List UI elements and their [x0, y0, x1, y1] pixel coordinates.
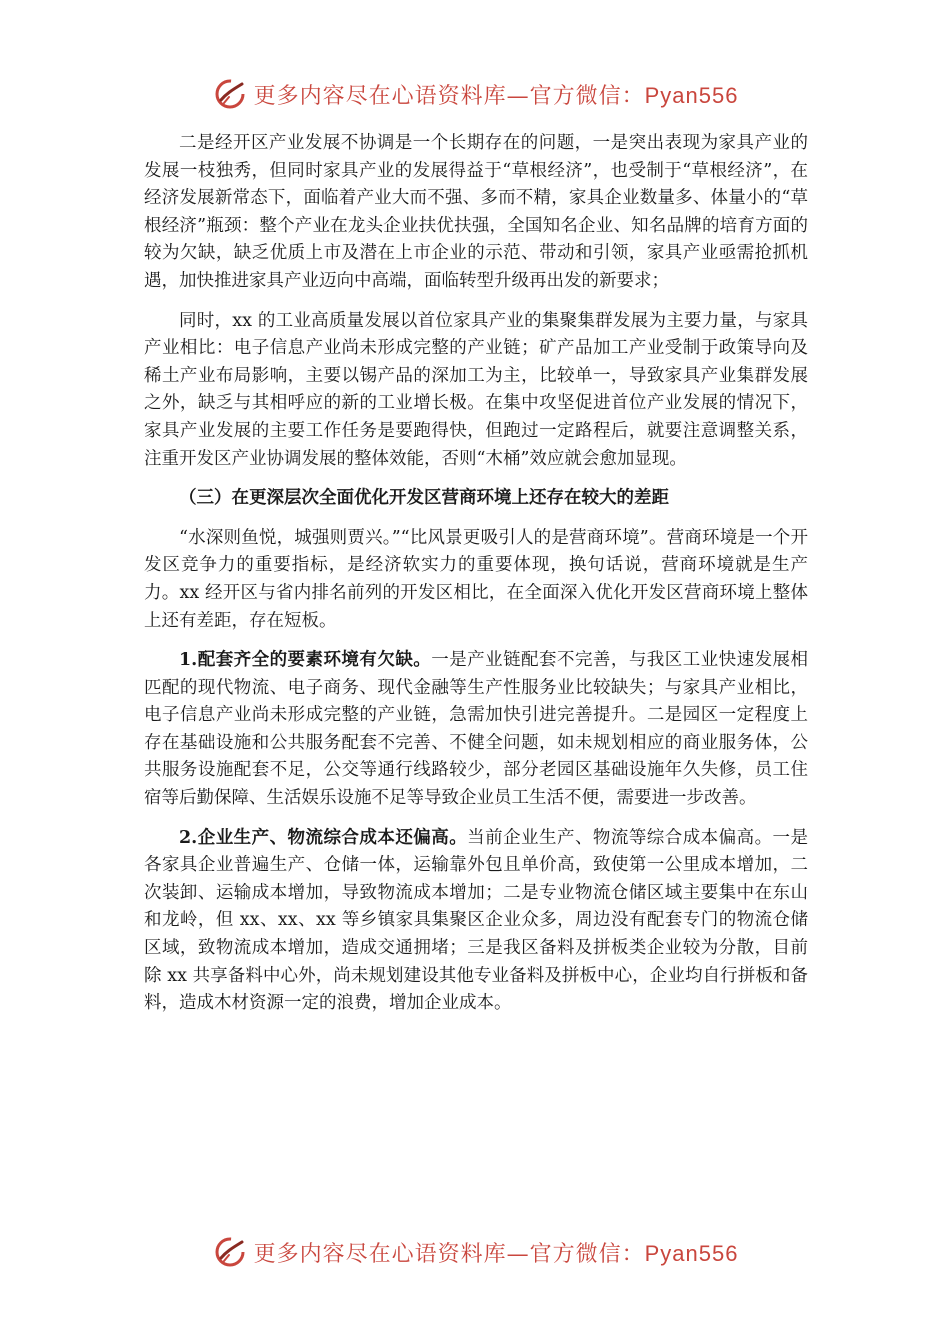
paragraph-lead-supporting-elements: 1.配套齐全的要素环境有欠缺。 [179, 650, 432, 671]
brush-stroke-logo-icon [212, 76, 248, 112]
banner-text [254, 1237, 739, 1268]
paragraph-business-environment: “水深则鱼悦，城强则贾兴。”“比风景更吸引人的是营商环境”。营商环境是一个开发区竞争力的重要指标，是经济软实力的重要体现，换句话说，营商环境就是生产力。xx 经开区与省内排名前列的开发区相比，在全面深入优化开发区营商环境上整体上还有差距，存在短板。 [144, 527, 808, 631]
banner-main-text: 更多内容尽在心语资料库—官方微信： [253, 1241, 645, 1267]
section-heading-business-environment: （三）在更深层次全面优化开发区营商环境上还存在较大的差距 [179, 488, 669, 509]
paragraph-industry-comparison: 同时，xx 的工业高质量发展以首位家具产业的集聚集群发展为主要力量，与家具产业相比：电子信息产业尚未形成完整的产业链；矿产品加工产业受制于政策导向及稀土产业布局影响，主要以锡产品的深加工为主，比较单一，导致家具产业集群发展之外，缺乏与其相呼应的新的工业增长极。在集中攻坚促进首位产业发展的情况下，家具产业发展的主要工作任务是要跑得快，但跑过一定路程后，就要注意调整关系，注重开发区产业协调发展的整体效能，否则“木桶”效应就会愈加显现。 [144, 310, 808, 469]
paragraph-body-supporting-elements: 一是产业链配套不完善，与我区工业快速发展相匹配的现代物流、电子商务、现代金融等生产性服务业比较缺失；与家具产业相比，电子信息产业尚未形成完整的产业链，急需加快引进完善提升。二是园区一定程度上存在基础设施和公共服务配套不完善、不健全问题，如未规划相应的商业服务体，公共服务设施配套不足，公交等通行线路较少，部分老园区基础设施年久失修，员工住宿等后勤保障、生活娱乐设施不足等导致企业员工生活不便，需要进一步改善。 [144, 650, 808, 809]
footer-watermark-banner [0, 1230, 950, 1274]
paragraph-lead-logistics-cost: 2.企业生产、物流综合成本还偏高。 [179, 827, 468, 848]
paragraph-supporting-elements [144, 647, 808, 813]
banner-main-text: 更多内容尽在心语资料库—官方微信： [253, 83, 645, 109]
paragraph-industry-imbalance: 二是经开区产业发展不协调是一个长期存在的问题，一是突出表现为家具产业的发展一枝独秀，但同时家具产业的发展得益于“草根经济”，也受制于“草根经济”，在经济发展新常态下，面临着产业大而不强、多而不精，家具企业数量多、体量小的“草根经济”瓶颈：整个产业在龙头企业扶优扶强，全国知名企业、知名品牌的培育方面的较为欠缺，缺乏优质上市及潜在上市企业的示范、带动和引领，家具产业亟需抢抓机遇，加快推进家具产业迈向中高端，面临转型升级再出发的新要求； [144, 133, 808, 291]
paragraph-logistics-cost [144, 825, 808, 1018]
banner-wechat-id: Pyan556 [644, 82, 739, 108]
document-body [144, 130, 808, 1030]
header-watermark-banner [0, 72, 950, 116]
brush-stroke-logo-icon [212, 1234, 248, 1270]
banner-text [254, 79, 739, 110]
banner-wechat-id: Pyan556 [644, 1240, 739, 1266]
paragraph-body-logistics-cost: 当前企业生产、物流等综合成本偏高。一是各家具企业普遍生产、仓储一体，运输靠外包且单价高，致使第一公里成本增加，二次装卸、运输成本增加，导致物流成本增加；二是专业物流仓储区域主要集中在东山和龙岭，但 xx、xx、xx 等乡镇家具集聚区企业众多，周边没有配套专门的物流仓储区域，致物流成本增加，造成交通拥堵；三是我区备料及拼板类企业较为分散，目前除 xx 共享备料中心外，尚未规划建设其他专业备料及拼板中心，企业均自行拼板和备料，造成木材资源一定的浪费，增加企业成本。 [144, 827, 808, 1014]
